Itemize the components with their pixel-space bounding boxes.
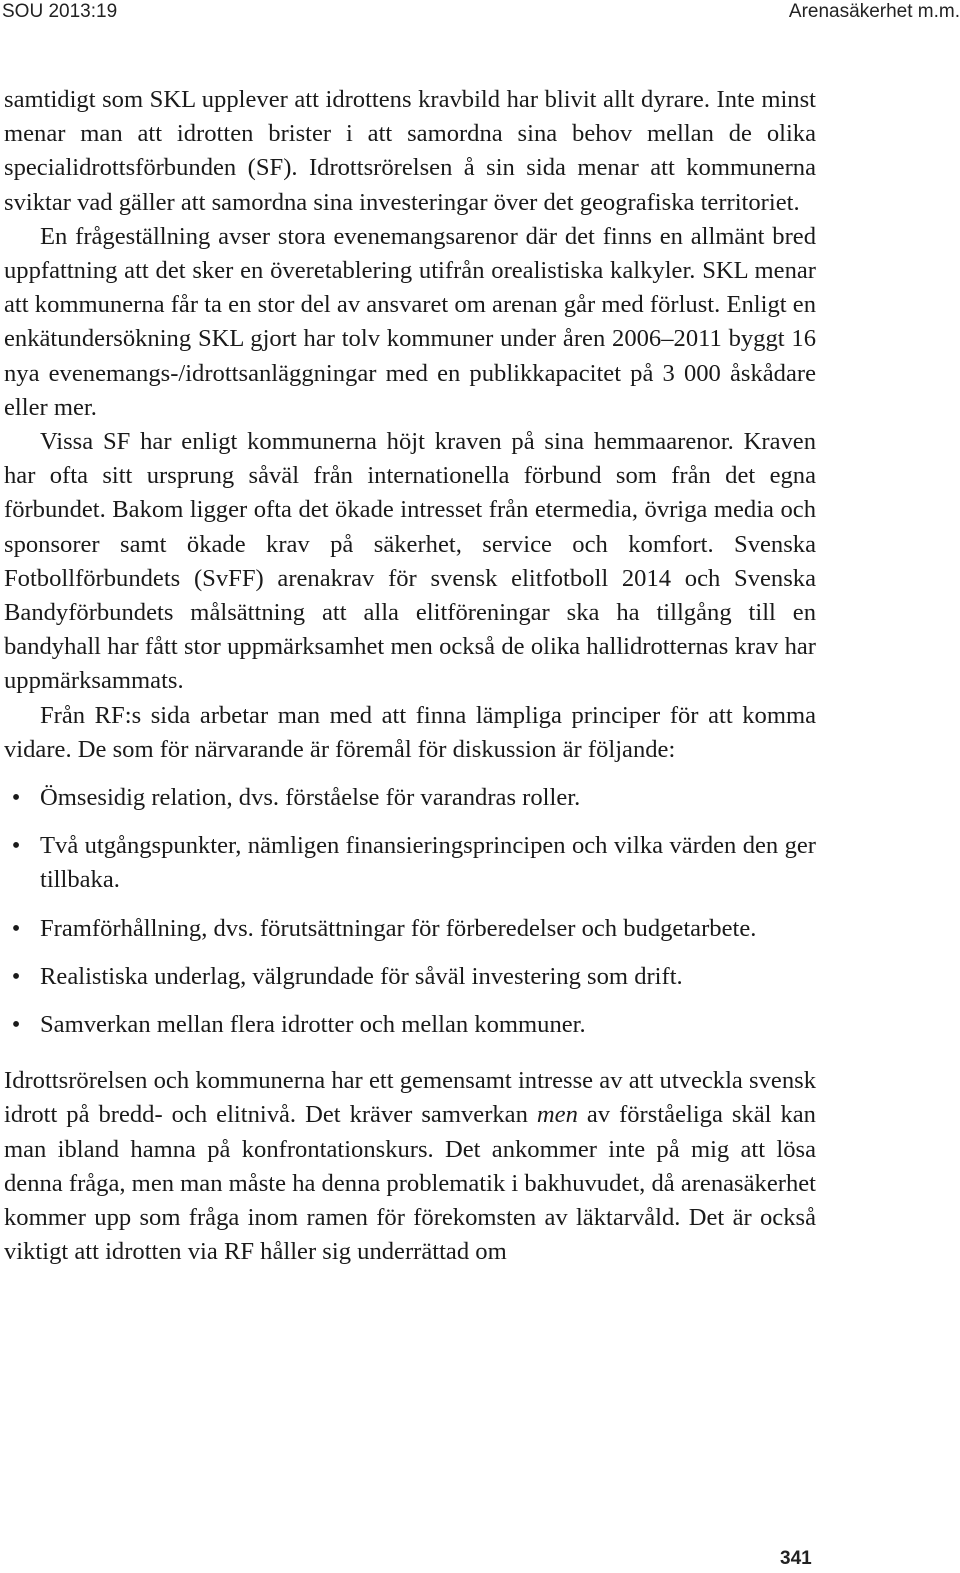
page-number: 341 xyxy=(780,1548,812,1569)
closing-text-end: av förståeliga skäl kan man ibland hamna på konfrontationskurs. Det ankommer inte på mig att lösa denna fråga, men man måste ha denna problematik i bakhuvudet, då arenasäkerhet kommer upp som fråga inom ramen för förekomsten av läktarvåld. Det är också viktigt att idrotten via RF håller sig underrättad om xyxy=(4,1101,816,1266)
list-item-text: Två utgångspunkter, nämligen finansieringsprincipen och vilka värden den ger tillbaka. xyxy=(40,832,816,894)
list-item xyxy=(4,960,816,994)
list-item xyxy=(4,829,816,897)
list-item-text: Framförhållning, dvs. förutsättningar för förberedelser och budgetarbete. xyxy=(40,914,757,942)
closing-paragraph xyxy=(4,1064,816,1269)
paragraph-1: samtidigt som SKL upplever att idrottens kravbild har blivit allt dyrare. Inte minst menar man att idrotten brister i att samordna sina behov mellan de olika specialidrottsförbunden (SF). Idrottsrörelsen å sin sida menar att kommunerna sviktar vad gäller att samordna sina investeringar över det geografiska territoriet. xyxy=(4,86,816,216)
list-item xyxy=(4,781,816,815)
list-item-text: Ömsesidig relation, dvs. förståelse för varandras roller. xyxy=(40,784,581,812)
bullet-icon: • xyxy=(11,784,21,812)
document-reference: SOU 2013:19 xyxy=(2,1,118,22)
closing-text-start: Idrottsrörelsen och kommunerna har ett gemensamt intresse av att utveckla svensk idrott på bredd- och elitnivå. Det kräver samverkan xyxy=(4,1067,816,1129)
paragraph-2: En frågeställning avser stora evenemangsarenor där det finns en allmänt bred uppfattning att det sker en överetablering utifrån orealistiska kalkyler. SKL menar att kommunerna får ta en stor del av ansvaret om arenan går med förlust. Enligt en enkätundersökning SKL gjort har tolv kommuner under åren 2006–2011 byggt 16 nya evenemangs-/idrottsanläggningar med en publikkapacitet på 3 000 åskådare eller mer. xyxy=(4,222,816,421)
document-section-title: Arenasäkerhet m.m. xyxy=(788,1,960,22)
bullet-list xyxy=(4,781,816,1042)
paragraph-4: Från RF:s sida arbetar man med att finna lämpliga principer för att komma vidare. De som för närvarande är föremål för diskussion är följande: xyxy=(4,701,816,763)
list-item xyxy=(4,1008,816,1042)
page-header xyxy=(0,0,960,24)
list-item-text: Realistiska underlag, välgrundade för såväl investering som drift. xyxy=(40,962,683,990)
list-item xyxy=(4,912,816,946)
list-item-text: Samverkan mellan flera idrotter och mellan kommuner. xyxy=(40,1011,586,1039)
paragraph-3: Vissa SF har enligt kommunerna höjt kraven på sina hemmaarenor. Kraven har ofta sitt ursprung såväl från internationella förbund som från det egna förbundet. Bakom ligger ofta det ökade intresset från etermedia, övriga media och sponsorer samt ökade krav på säkerhet, service och komfort. Svenska Fotbollförbundets (SvFF) arenakrav för svensk elitfotboll 2014 och Svenska Bandyförbundets målsättning att alla elitföreningar ska ha tillgång till en bandyhall har fått stor uppmärksamhet men också de olika hallidrotternas krav har uppmärksammats. xyxy=(4,428,816,695)
bullet-icon: • xyxy=(11,832,21,860)
bullet-icon: • xyxy=(11,914,21,942)
bullet-icon: • xyxy=(11,962,21,990)
bullet-icon: • xyxy=(11,1011,21,1039)
closing-italic-word: men xyxy=(536,1101,578,1129)
body-text xyxy=(4,83,816,1270)
